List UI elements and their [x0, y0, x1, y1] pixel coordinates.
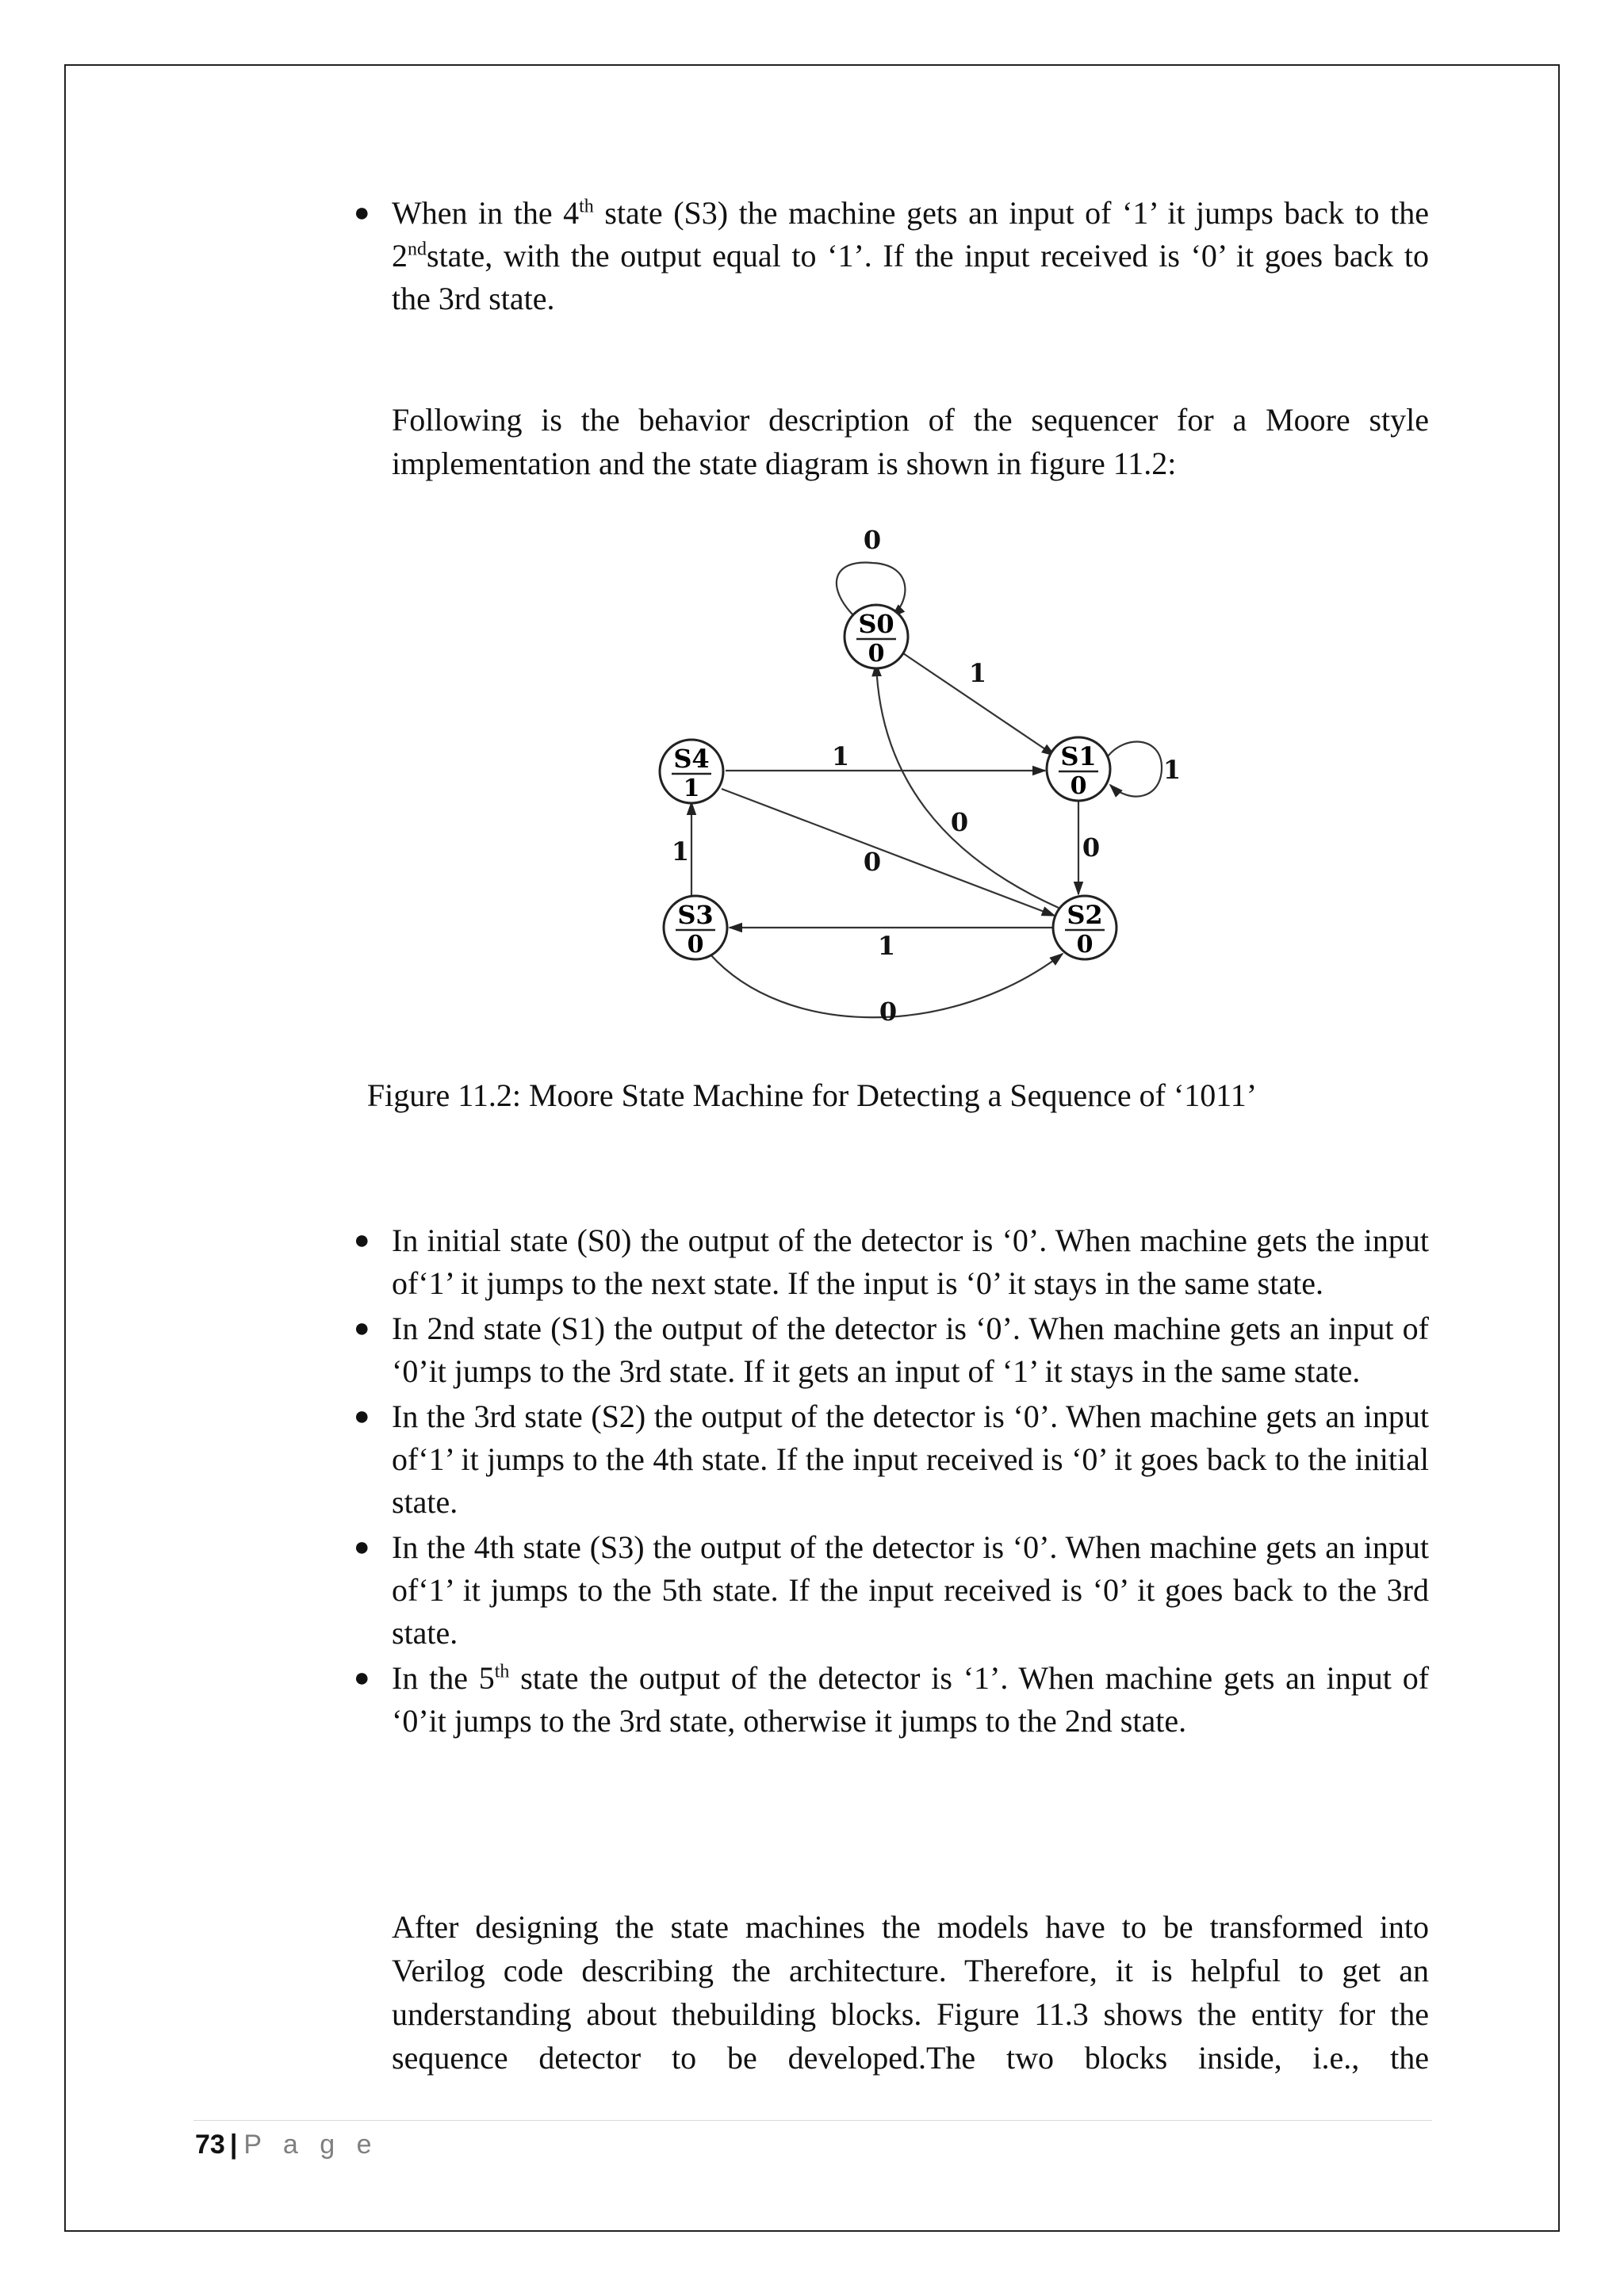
label-s4-s2: 0	[863, 847, 882, 877]
state-s2-output: 0	[1076, 931, 1094, 959]
state-s0-name: S0	[858, 609, 894, 639]
bullet-text: In the 4th state (S3) the output of the detector is ‘0’. When machine gets an input of‘1’ it jumps to the 5th state. If the input received is ‘0’ it goes back to the 3rd state.	[392, 1529, 1429, 1651]
bullet-text: In the 3rd state (S2) the output of the detector is ‘0’. When machine gets an input of‘1’ it jumps to the 4th state. If the input received is ‘0’ it goes back to the initial state.	[392, 1399, 1429, 1520]
figure-caption: Figure 11.2: Moore State Machine for Detecting a Sequence of ‘1011’	[366, 1077, 1258, 1113]
state-s1-name: S1	[1060, 741, 1097, 771]
footer-rule	[193, 2120, 1432, 2121]
bullet-dot: ●	[354, 1314, 370, 1343]
state-s3-output: 0	[687, 931, 704, 959]
superscript: nd	[408, 239, 427, 260]
superscript: th	[579, 196, 594, 217]
label-s3-s2: 0	[879, 997, 898, 1027]
page-label: P a g e	[243, 2130, 379, 2160]
top-bullet-list	[349, 192, 1429, 323]
bullet-dot: ●	[354, 1226, 370, 1255]
transition-s4-s2	[722, 789, 1055, 916]
label-s0-s0: 0	[863, 525, 882, 555]
state-s2	[1053, 896, 1116, 959]
state-s4-output: 1	[683, 775, 700, 802]
bullet-item	[349, 1307, 1429, 1393]
bullet-text: In 2nd state (S1) the output of the detector is ‘0’. When machine gets an input of ‘0’it jumps to the 3rd state. If it gets an input of ‘1’ it stays in the same state.	[392, 1311, 1429, 1389]
label-s2-s0: 0	[950, 807, 969, 837]
bullet-item	[349, 192, 1429, 320]
state-s4	[660, 740, 723, 803]
bullet-text: In initial state (S0) the output of the detector is ‘0’. When machine gets the input of‘1’ it jumps to the next state. If the input is ‘0’ it stays in the same state.	[392, 1223, 1429, 1301]
state-s2-name: S2	[1067, 900, 1103, 930]
label-s2-s3: 1	[877, 931, 896, 961]
state-s0-output: 0	[868, 640, 885, 668]
state-s3-name: S3	[677, 900, 714, 930]
state-s1	[1047, 737, 1110, 801]
label-s1-s2: 0	[1082, 832, 1101, 863]
state-diagram	[634, 515, 1189, 1039]
bullet-dot: ●	[354, 198, 370, 228]
behavior-bullet-list	[349, 1219, 1429, 1745]
state-s4-name: S4	[673, 744, 710, 774]
label-s3-s4: 1	[671, 836, 690, 867]
state-s3	[664, 896, 727, 959]
page-number: 73	[195, 2130, 225, 2160]
bullet-text: When in the 4	[392, 195, 580, 231]
bullet-text: In the 5	[392, 1660, 495, 1696]
page-footer	[195, 2125, 378, 2164]
bullet-dot: ●	[354, 1402, 370, 1431]
state-s1-output: 0	[1070, 772, 1087, 800]
bullet-dot: ●	[354, 1533, 370, 1562]
transition-s2-s0	[876, 664, 1059, 908]
bullet-dot: ●	[354, 1663, 370, 1693]
label-s0-s1: 1	[968, 658, 987, 688]
label-s1-s1: 1	[1162, 755, 1182, 785]
bullet-text: state (S3) the machine gets an input of ‘1’ it jumps back to the 2	[392, 195, 1429, 274]
bullet-text: state the output of the detector is ‘1’. When machine gets an input of ‘0’it jumps to the 3rd state, otherwise it jumps to the 2nd state.	[392, 1660, 1430, 1739]
footer-separator: |	[229, 2130, 238, 2160]
bullet-item	[349, 1219, 1429, 1305]
bullet-text: state, with the output equal to ‘1’. If the input received is ‘0’ it goes back to the 3rd state.	[392, 238, 1429, 316]
superscript: th	[494, 1661, 510, 1682]
intro-paragraph: Following is the behavior description of the sequencer for a Moore style implementation and the state diagram is shown in figure 11.2:	[392, 402, 1429, 481]
closing-paragraph: After designing the state machines the models have to be transformed into Verilog code describing the architecture. Therefore, it is helpful to get an understanding about thebuilding blocks. Figure 11.3 shows the entity for the sequence detector to be developed.The two blocks inside, i.e., the	[392, 1909, 1429, 2076]
transition-s1-s1	[1107, 742, 1162, 797]
label-s4-s1: 1	[831, 741, 850, 771]
state-s0	[845, 605, 908, 668]
bullet-item	[349, 1395, 1429, 1524]
bullet-item	[349, 1526, 1429, 1655]
bullet-item	[349, 1657, 1429, 1743]
